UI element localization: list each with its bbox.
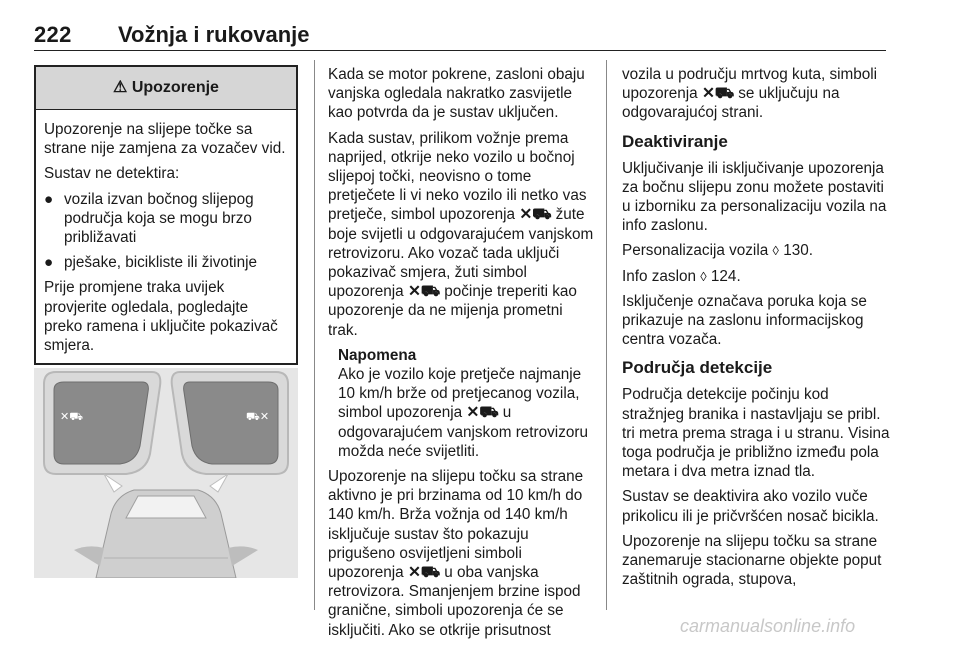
cross-reference[interactable]: Personalizacija vozila ◊ 130. [622, 242, 813, 260]
side-blind-spot-warning-icon: ✕⛟ [466, 404, 499, 422]
paragraph: Upozorenje na slijepu točku sa strane zanemaruje stacionarne objekte poput zaštitnih ograda, stupova, [622, 532, 882, 589]
paragraph: Kada sustav, prilikom vožnje prema naprijed, otkrije neko vozilo u bočnoj slijepoj točki, neovisno o tome pretječete li vi neko vozilo ili netko vas pretječe, simbol upozorenja ✕⛟ žute boje svijetli u odgovarajućem vanjskom retrovizoru. Ako vozač tada uključi pokazivač smjera, žuti simbol upozorenja ✕⛟ počinje treperiti kao upozorenje da ne mijenja prometni trak. [328, 129, 594, 339]
section-heading-deactivation: Deaktiviranje [622, 131, 728, 151]
note-text: Ako je vozilo koje pretječe najmanje 10 km/h brže od pretjecanog vozila, simbol upozorenja ✕⛟ u odgovarajućem vanjskom retrovizoru možda neće svijetliti. [338, 366, 588, 460]
warning-paragraph: Sustav ne detektira: [44, 165, 180, 183]
warning-body [36, 110, 296, 363]
paragraph: Upozorenje na slijepu točku sa strane aktivno je pri brzinama od 10 km/h do 140 km/h. Brža vožnja od 140 km/h isključuje sustav što pokazuju prigušeno osvijetljeni simboli upozorenja ✕⛟ u oba vanjska retrovizora. Smanjenjem brzine ispod granične, simboli upozorenja će se isključiti. Ako se otkrije prisutnost [328, 468, 584, 639]
paragraph: Kada se motor pokrene, zasloni obaju vanjska ogledala nakratko zasvijetle kao potvrda da je sustav uključen. [328, 66, 585, 122]
note-title: Napomena [338, 346, 417, 364]
page-number: 222 [34, 22, 72, 47]
paragraph: Uključivanje ili isključivanje upozorenja za bočnu slijepu zonu možete postaviti u izborniku za personalizaciju vozila na info zaslonu. [622, 159, 887, 235]
watermark: carmanualsonline.info [680, 616, 856, 636]
warning-list [44, 190, 288, 273]
side-blind-spot-warning-icon: ✕⛟ [519, 206, 552, 224]
column-right [622, 65, 890, 595]
blind-spot-mirrors-image [34, 368, 298, 578]
column-divider [314, 60, 315, 610]
warning-box [34, 65, 298, 365]
side-blind-spot-warning-icon: ✕⛟ [407, 283, 441, 301]
note-box [338, 346, 594, 461]
paragraph: Isključenje označava poruka koja se prikazuje na zaslonu informacijskog centra vozača. [622, 292, 867, 349]
section-heading-detection-zones: Područja detekcije [622, 358, 773, 378]
paragraph: Područja detekcije počinju kod stražnjeg branika i nastavljaju se pribl. tri metra prema straga i u stranu. Visina toga područja je približno između pola metara i dva metra iznad tla. [622, 386, 890, 481]
mirror-illustration [34, 368, 298, 578]
cross-reference[interactable]: Info zaslon ◊ 124. [622, 267, 741, 285]
warning-title: Upozorenje [131, 79, 219, 96]
page-header [34, 18, 886, 51]
chapter-title: Vožnja i rukovanje [118, 22, 310, 47]
column-divider [606, 60, 607, 610]
paragraph: vozila u području mrtvog kuta, simboli upozorenja ✕⛟ se uključuju na odgovarajućoj strani. [622, 66, 878, 122]
column-left [34, 65, 298, 365]
svg-text:✕⛟: ✕⛟ [60, 410, 84, 423]
side-blind-spot-warning-icon: ✕⛟ [701, 85, 735, 103]
warning-triangle-icon: ⚠ [113, 79, 128, 96]
column-middle [328, 65, 594, 646]
list-item: ● vozila izvan bočnog slijepog područja koja se mogu brzo približavati [44, 190, 254, 247]
warning-header [36, 67, 296, 110]
paragraph: Sustav se deaktivira ako vozilo vuče prikolicu ili je pričvršćen nosač bicikla. [622, 488, 879, 525]
reference-arrow-icon: ◊ [772, 243, 779, 259]
bullet-icon: ● [44, 254, 54, 272]
bullet-icon: ● [44, 190, 54, 208]
list-item: ● pješake, bicikliste ili životinje [44, 254, 257, 272]
reference-arrow-icon: ◊ [700, 268, 707, 284]
warning-paragraph: Prije promjene traka uvijek provjerite ogledala, pogledajte preko ramena i uključite pokazivač smjera. [44, 279, 278, 355]
svg-text:⛟✕: ⛟✕ [246, 410, 270, 423]
warning-paragraph: Upozorenje na slijepe točke sa strane nije zamjena za vozačev vid. [44, 121, 286, 158]
side-blind-spot-warning-icon: ✕⛟ [407, 564, 441, 582]
